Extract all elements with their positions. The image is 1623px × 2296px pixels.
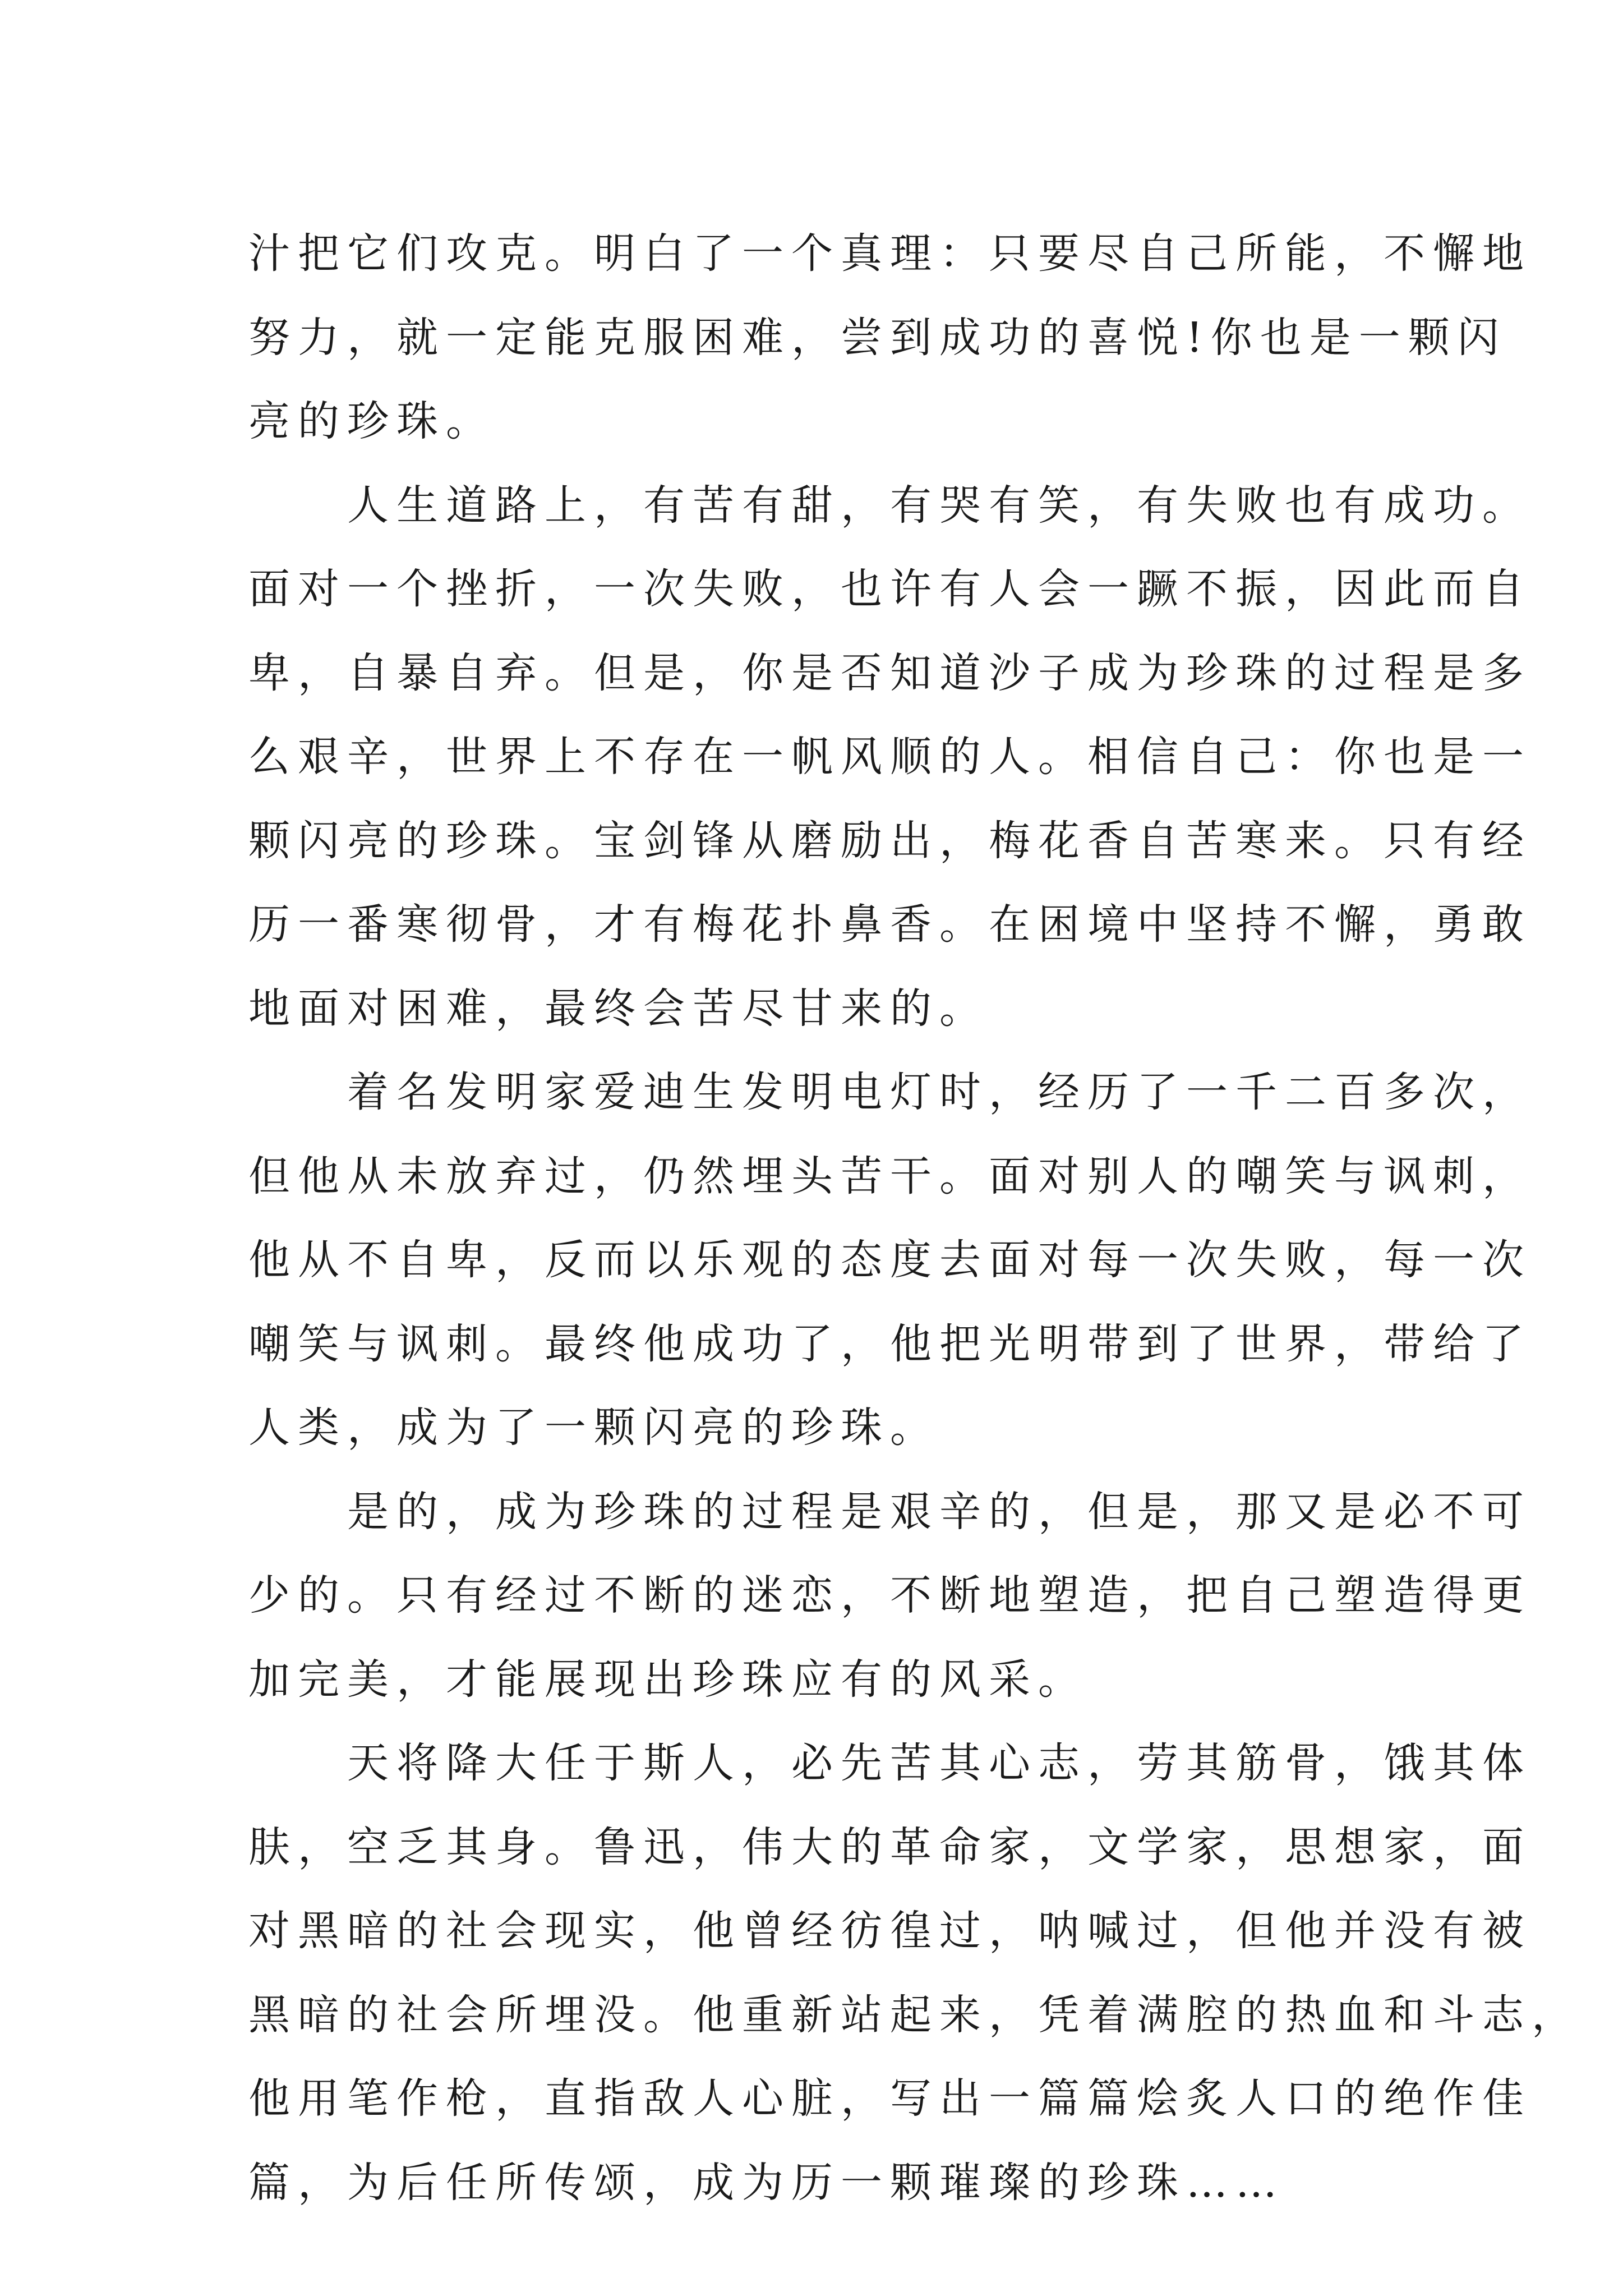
- text-line: 加完美，才能展现出珍珠应有的风采。: [248, 1655, 1087, 1704]
- text-line: 他用笔作枪，直指敌人心脏，写出一篇篇烩炙人口的绝作佳: [248, 2074, 1532, 2123]
- text-line: 天将降大任于斯人，必先苦其心志，劳其筋骨，饿其体: [347, 1739, 1532, 1787]
- text-line: 对黑暗的社会现实，他曾经彷徨过，呐喊过，但他并没有被: [248, 1907, 1532, 1955]
- text-line: 但他从未放弃过，仍然埋头苦干。面对别人的嘲笑与讽刺，: [248, 1152, 1532, 1200]
- text-line: 人生道路上，有苦有甜，有哭有笑，有失败也有成功。: [347, 481, 1532, 530]
- text-line: 他从不自卑，反而以乐观的态度去面对每一次失败，每一次: [248, 1236, 1532, 1284]
- text-line: 少的。只有经过不断的迷恋，不断地塑造，把自己塑造得更: [248, 1571, 1532, 1619]
- text-line: 肤，空乏其身。鲁迅，伟大的革命家，文学家，思想家，面: [248, 1823, 1532, 1871]
- text-line: 面对一个挫折，一次失败，也许有人会一蹶不振，因此而自: [248, 565, 1532, 613]
- text-line: 亮的珍珠。: [248, 397, 495, 445]
- text-line: 黑暗的社会所埋没。他重新站起来，凭着满腔的热血和斗志，: [248, 1990, 1581, 2039]
- essay-body: [248, 212, 1581, 2225]
- text-line: 地面对困难，最终会苦尽甘来的。: [248, 984, 989, 1033]
- text-line: 颗闪亮的珍珠。宝剑锋从磨励出，梅花香自苦寒来。只有经: [248, 816, 1532, 865]
- text-line: 努力，就一定能克服困难，尝到成功的喜悦!你也是一颗闪: [248, 313, 1507, 362]
- text-line: 人类，成为了一颗闪亮的珍珠。: [248, 1404, 939, 1452]
- text-line: 汁把它们攻克。明白了一个真理：只要尽自己所能，不懈地: [248, 229, 1532, 278]
- paragraph-5: [248, 1722, 1581, 2225]
- text-line: 嘲笑与讽刺。最终他成功了，他把光明带到了世界，带给了: [248, 1319, 1532, 1368]
- paragraph-2: [248, 464, 1532, 1051]
- text-line: 么艰辛，世界上不存在一帆风顺的人。相信自己：你也是一: [248, 733, 1532, 781]
- text-line: 着名发明家爱迪生发明电灯时，经历了一千二百多次，: [347, 1068, 1532, 1116]
- paragraph-4: [248, 1470, 1532, 1722]
- text-line: 是的，成为珍珠的过程是艰辛的，但是，那又是必不可: [347, 1487, 1532, 1536]
- paragraph-3: [248, 1051, 1532, 1470]
- text-line: 卑，自暴自弃。但是，你是否知道沙子成为珍珠的过程是多: [248, 648, 1532, 697]
- paragraph-1: [248, 212, 1532, 464]
- text-line: 历一番寒彻骨，才有梅花扑鼻香。在困境中坚持不懈，勇敢: [248, 900, 1532, 949]
- text-line: 篇，为后任所传颂，成为历一颗璀璨的珍珠……: [248, 2158, 1285, 2207]
